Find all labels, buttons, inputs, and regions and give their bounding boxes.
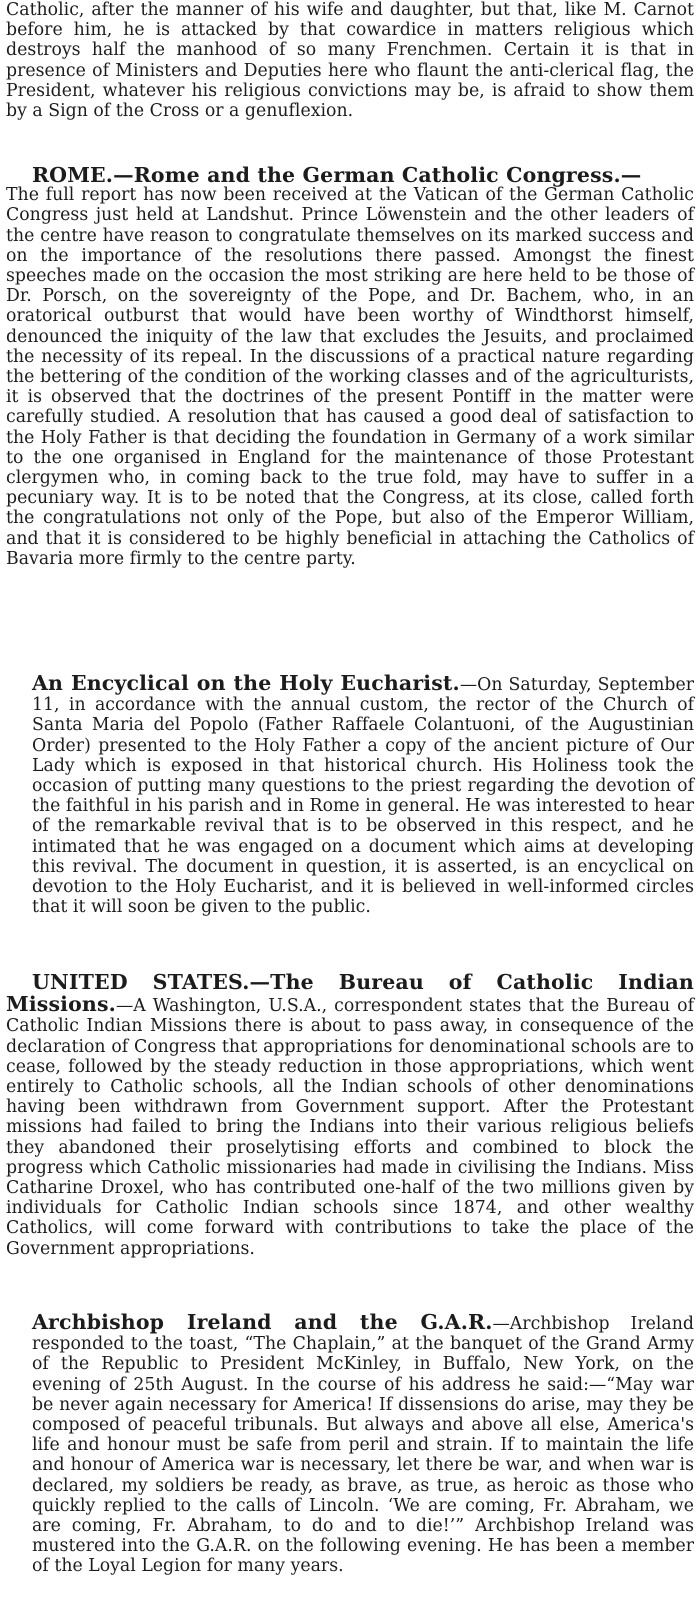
paragraph-body: —A Washington, U.S.A., correspondent states that the Bureau of Catholic Indian Missions there is about to pass away, in consequence of the declaration of Congress that appropriations for denominational schools are to cease, followed by the steady reduction in those appropriations, which went entirely to Catholic schools, all the Indian schools of other denominations having been withdrawn from Government support. After the Protestant missions had failed to bring the Indians into their various religious beliefs they abandoned their proselytising efforts and combined to block the progress which Catholic missionaries had made in civilising the Indians. Miss Catharine Droxel, who has contributed one-half of the two millions given by individuals for Catholic Indian schools since 1874, and other wealthy Catholics, will come forward with contributions to take the place of the Government appropriations. xyxy=(6,996,694,1259)
paragraph-archbishop-ireland xyxy=(6,1312,694,1577)
newspaper-column xyxy=(6,0,694,1624)
paragraph-body: —On Saturday, September 11, in accordance with the annual custom, the rector of the Church of Santa Maria del Popolo (Father Raffaele Colantuoni, of the Augustinian Order) presented to the Holy Father a copy of the ancient picture of Our Lady which is exposed in that historical church. His Holiness took the occasion of putting many questions to the priest regarding the devotion of the faithful in his parish and in Rome in general. He was interested to hear of the remarkable revival that is to be observed in this respect, and he intimated that he was engaged on a document which aims at developing this revival. The document in question, it is asserted, is an encyclical on devotion to the Holy Eucharist, and it is believed in well-informed circles that it will soon be given to the public. xyxy=(32,675,694,918)
section-heading-encyclical: An Encyclical on the Holy Eucharist. xyxy=(32,671,460,695)
section-heading-united-states: UNITED STATES.—The Bureau of Catholic Indian Missions. xyxy=(6,970,694,1017)
paragraph-body: —Archbishop Ireland responded to the toast, “The Chaplain,” at the banquet of the Grand Army of the Republic to President McKinley, in Buffalo, New York, on the evening of 25th August. In the course of his address he said:—“May war be never again necessary for America! If dissensions do arise, may they be composed of peaceful tribunals. But always and above all else, America's life and honour must be safe from peril and strain. If to maintain the life and honour of America war is necessary, let there be war, and when war is declared, my soldiers be ready, as brave, as true, as heroic as those who quickly replied to the calls of Lincoln. ‘We are coming, Fr. Abraham, we are coming, Fr. Abraham, to do and to die!’” Archbishop Ireland was mustered into the G.A.R. on the following evening. He has been a member of the Loyal Legion for many years. xyxy=(32,1314,694,1577)
paragraph-president-religion xyxy=(6,0,694,121)
paragraph-body: Catholic, after the manner of his wife and daughter, but that, like M. Carnot before him, he is attacked by that cowardice in matters religious which destroys half the manhood of so many Frenchmen. Certain it is that in presence of Ministers and Deputies here who flaunt the anti-clerical flag, the President, whatever his religious convictions may be, is afraid to show them by a Sign of the Cross or a genuflexion. xyxy=(6,0,694,122)
section-heading-archbishop: Archbishop Ireland and the G.A.R. xyxy=(32,1310,493,1334)
paragraph-encyclical xyxy=(6,673,694,917)
paragraph-rome-congress xyxy=(6,165,694,569)
paragraph-body: The full report has now been received at the Vatican of the German Catholic Congress just held at Landshut. Prince Löwenstein and the other leaders of the centre have reason to congratulate themselves on its marked success and on the importance of the resolutions there passed. Amongst the finest speeches made on the occasion the most striking are here held to be those of Dr. Porsch, on the sovereignty of the Pope, and Dr. Bachem, who, in an oratorical outburst that would have been worthy of Windthorst himself, denounced the iniquity of the law that excludes the Jesuits, and proclaimed the necessity of its repeal. In the discussions of a practical nature regarding the bettering of the condition of the working classes and of the agriculturists, it is observed that the doctrines of the present Pontiff in the matter were carefully studied. A resolution that has caused a good deal of satisfaction to the Holy Father is that deciding the foundation in Germany of a work similar to the one organised in England for the maintenance of those Protestant clergymen who, in coming back to the true fold, may have to suffer in a pecuniary way. It is to be noted that the Congress, at its close, called forth the congratulations not only of the Pope, but also of the Emperor William, and that it is considered to be highly beneficial in attaching the Catholics of Bavaria more firmly to the centre party. xyxy=(6,185,694,569)
paragraph-indian-missions xyxy=(6,972,694,1259)
section-heading-rome: ROME.—Rome and the German Catholic Congress.— xyxy=(32,163,642,187)
